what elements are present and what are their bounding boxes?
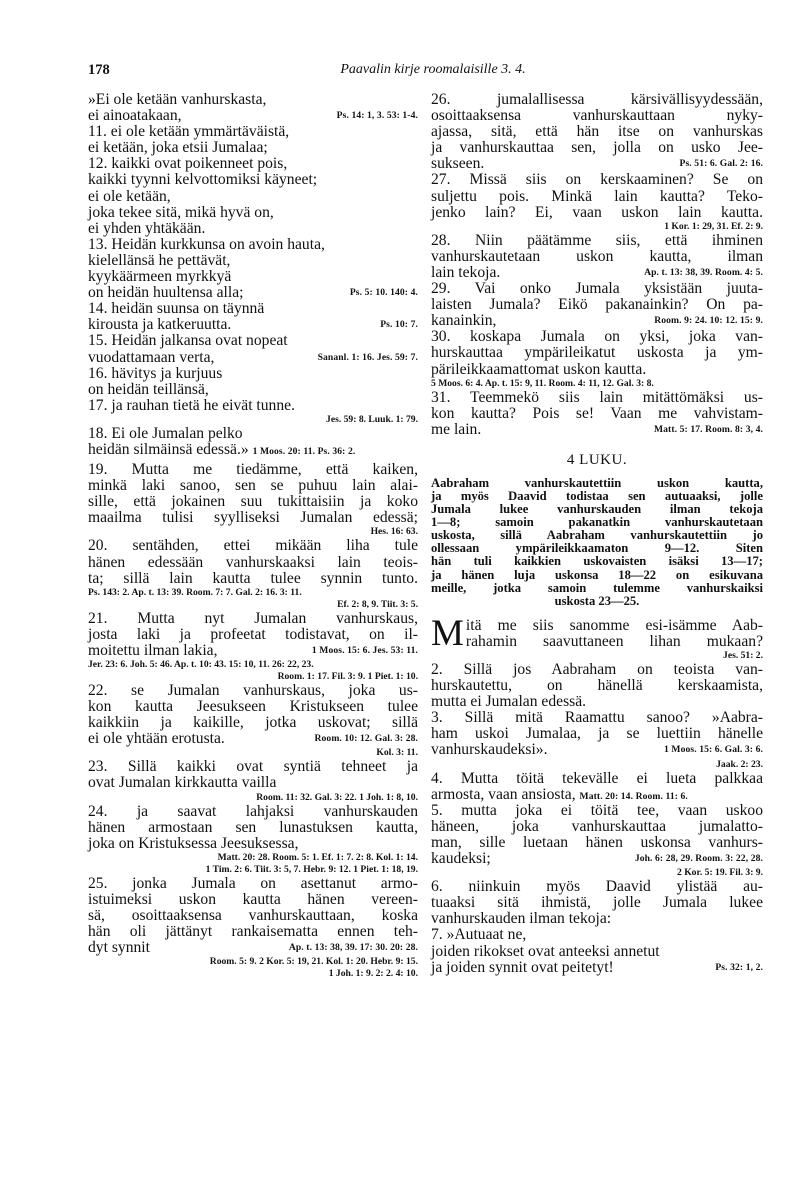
verse-line: kirousta ja katkeruutta. Ps. 10: 7. — [88, 316, 418, 334]
verse-line: kaudeksi; Joh. 6: 28, 29. Room. 3: 22, 28. — [431, 850, 763, 868]
summary-line: 1—8; samoin pakanatkin vanhurskautetaan — [431, 515, 763, 530]
verse-line: ei ketään, joka etsii Jumalaa; — [88, 139, 268, 157]
verse-line: suljettu pois. Minkä lain kautta? Teko- — [431, 187, 763, 205]
verse-2: 2. Sillä jos Aabraham on teoista van- — [431, 661, 763, 678]
verse-24: 24. ja saavat lahjaksi vanhurskauden — [88, 802, 418, 820]
verse-reference: 1 Kor. 1: 29, 31. Ef. 2: 9. — [664, 220, 763, 232]
chapter-4-verse-1 — [431, 612, 763, 654]
verse-10-line: ei ainoatakaan, Ps. 14: 1, 3. 53: 1-4. — [88, 107, 418, 125]
verse-line: kaikkiin ja kaikille, jotka uskovat; sillä — [88, 714, 418, 732]
verse-reference: 1 Tim. 2: 6. Tiit. 3: 5, 7. Hebr. 9: 12. 1 Piet. 1: 18, 19. — [205, 863, 418, 875]
chapter-heading: 4 LUKU. — [566, 451, 628, 468]
verse-reference: Room. 5: 9. 2 Kor. 5: 19, 21. Kol. 1: 20. Hebr. 9: 15. — [209, 956, 418, 968]
verse-6: 6. niinkuin myös Daavid ylistää au- — [431, 878, 763, 896]
verse-line: ja joiden synnit ovat peitetyt! Ps. 32: 1, 2. — [431, 958, 763, 976]
verse-25: 25. jonka Jumala on asettanut armo- — [88, 874, 418, 892]
verse-line: on heidän teillänsä, — [88, 380, 209, 398]
verse-line: armosta, vaan ansiosta, Matt. 20: 14. Room. 11: 6. — [431, 785, 688, 803]
verse-reference: Ap. t. 13: 38, 39. Room. 4: 5. — [644, 266, 763, 278]
verse-line: tuaaksi sitä ihmistä, jolle Jumala lukee — [431, 894, 763, 912]
verse-line: sukseen. Ps. 51: 6. Gal. 2: 16. — [431, 155, 763, 173]
verse-reference: Ef. 2: 8, 9. Tiit. 3: 5. — [337, 598, 418, 610]
verse-line: joiden rikokset ovat anteeksi annetut — [431, 942, 660, 960]
verse-reference: Hes. 16: 63. — [370, 526, 418, 538]
verse-3: 3. Sillä mitä Raamattu sanoo? »Aabra- — [431, 709, 763, 727]
verse-reference: 1 Moos. 15: 6. Jes. 53: 11. — [311, 644, 418, 656]
verse-line: kielellänsä he pettävät, — [88, 251, 231, 269]
verse-reference: Ps. 10: 7. — [380, 319, 418, 331]
verse-line: moitettu ilman lakia, 1 Moos. 15: 6. Jes. 53: 11. — [88, 641, 418, 659]
verse-14: 14. heidän suunsa on täynnä — [88, 300, 265, 318]
verse-30: 30. koskapa Jumala on yksi, joka van- — [431, 328, 763, 346]
verse-line: itä me siis sanomme esi-isämme Aab- — [465, 616, 763, 634]
verse-reference: Jaak. 2: 23. — [716, 758, 763, 770]
verse-line: on heidän huultensa alla; Ps. 5: 10. 140: 4. — [88, 284, 418, 302]
verse-reference: Ps. 5: 10. 140: 4. — [349, 287, 418, 299]
verse-18: 18. Ei ole Jumalan pelko — [88, 424, 243, 442]
verse-line: osoittaaksensa vanhurskauttaan nyky- — [431, 107, 763, 125]
verse-line: maailma tulisi syylliseksi Jumalan edessä; — [88, 509, 418, 527]
verse-7: 7. »Autuaat ne, — [431, 926, 527, 944]
verse-line: hänen armostaan sen lunastuksen kautta, — [88, 818, 418, 836]
verse-5: 5. mutta joka ei töitä tee, vaan uskoo — [431, 801, 763, 819]
verse-line: vuodattamaan verta, Sananl. 1: 16. Jes. 59: 7. — [88, 348, 418, 366]
verse-reference: Room. 9: 24. 10: 12. 15: 9. — [654, 315, 763, 327]
verse-31: 31. Teemmekö siis lain mitättömäksi us- — [431, 388, 763, 406]
summary-line: uskosta, sillä Aabraham vanhurskautettiin jo — [431, 528, 763, 543]
verse-reference: Sananl. 1: 16. Jes. 59: 7. — [317, 351, 418, 363]
verse-reference: Kol. 3: 11. — [376, 747, 418, 759]
verse-line: hurskauttaa ympärileikatut uskosta ja ym- — [431, 344, 763, 362]
verse-23: 23. Sillä kaikki ovat syntiä tehneet ja — [88, 758, 418, 776]
verse-line: hurskautettu, on hänellä kerskaamista, — [431, 677, 763, 695]
verse-21: 21. Mutta nyt Jumalan vanhurskaus, — [88, 609, 418, 627]
verse-reference: Matt. 20: 14. Room. 11: 6. — [579, 790, 688, 802]
verse-20: 20. sentähden, ettei mikään liha tule — [88, 537, 418, 555]
verse-22: 22. se Jumalan vanhurskaus, joka us- — [88, 682, 418, 699]
verse-line: rahamin saavuttaneen lihan mukaan? — [465, 632, 763, 650]
summary-line: meille, jotka samoin tulemme vanhurskaiksi — [431, 580, 763, 595]
verse-line: ham uskoi Jumalaa, ja se luettiin hänelle — [431, 725, 763, 743]
verse-reference: 2 Kor. 5: 19. Fil. 3: 9. — [677, 867, 763, 879]
verse-reference: 1 Moos. 15: 6. Gal. 3: 6. — [664, 744, 763, 756]
summary-line: uskosta 23—25. — [554, 593, 640, 608]
chapter-summary — [431, 477, 763, 608]
verse-line: ja vanhurskauttaa sen, jolla on usko Jee- — [431, 139, 763, 157]
verse-line: kon kautta? Pois se! Vaan me vahvistam- — [431, 404, 763, 422]
verse-reference: 5 Moos. 6: 4. Ap. t. 15: 9, 11. Room. 4: 11, 12. Gal. 3: 8. — [431, 377, 654, 389]
verse-line: ei yhden yhtäkään. — [88, 219, 206, 237]
verse-27: 27. Missä siis on kerskaaminen? Se on — [431, 171, 763, 189]
verse-line: häneen, joka vanhurskauttaa jumalatto- — [431, 817, 763, 835]
verse-line: kaikki tyynni kelvottomiksi käyneet; — [88, 171, 318, 189]
verse-19: 19. Mutta me tiedämme, että kaiken, — [88, 461, 418, 479]
page-number: 178 — [88, 62, 110, 78]
verse-line: kyykäärmeen myrkkyä — [88, 268, 232, 286]
summary-line: ja hänen luja uskonsa 18—22 on esikuvana — [431, 567, 763, 582]
summary-line: Jumala lukee vanhurskauden ilman tekoja — [431, 502, 763, 517]
verse-17: 17. ja rauhan tietä he eivät tunne. — [88, 396, 295, 414]
verse-reference: Matt. 20: 28. Room. 5: 1. Ef. 1: 7. 2: 8. Kol. 1: 14. — [217, 851, 418, 863]
verse-line: kon kautta Jeesukseen Kristukseen tulee — [88, 698, 418, 716]
verse-reference: 1 Moos. 20: 11. Ps. 36: 2. — [252, 445, 356, 457]
summary-line: ja myös Daavid todistaa sen autuaaksi, jolle — [431, 488, 763, 503]
verse-12: 12. kaikki ovat poikenneet pois, — [88, 155, 288, 173]
verse-line: vanhurskaudeksi». 1 Moos. 15: 6. Gal. 3: 6. — [431, 741, 763, 759]
verse-line: mutta ei Jumalan edessä. — [431, 693, 587, 711]
verse-line: ei ole ketään, — [88, 187, 171, 205]
summary-line: ollessaan ympärileikkaamaton 9—12. Siten — [431, 541, 763, 556]
verse-line: ajassa, sitä, että hän itse on vanhurskas — [431, 123, 763, 141]
verse-reference: 1 Joh. 1: 9. 2: 2. 4: 10. — [328, 968, 418, 980]
verse-16: 16. hävitys ja kurjuus — [88, 364, 223, 382]
summary-line: hän tuli kaikkien uskovaisten isäksi 13—17; — [431, 554, 763, 569]
verse-line: vanhurskautetaan uskon kautta, ilman — [431, 247, 763, 265]
verse-line: ovat Jumalan kirkkautta vailla — [88, 774, 277, 792]
verse-line: dyt synnit Ap. t. 13: 38, 39. 17: 30. 20: 28. — [88, 939, 418, 957]
verse-line: laisten Jumala? Eikö pakanainkin? On pa- — [431, 296, 763, 314]
verse-line: lain tekoja. Ap. t. 13: 38, 39. Room. 4: 5. — [431, 263, 763, 281]
verse-reference: Ap. t. 13: 38, 39. 17: 30. 20: 28. — [288, 942, 418, 954]
drop-cap: M — [431, 612, 464, 654]
verse-line: minkä laki sanoo, sen se puhuu lain alai- — [88, 477, 418, 495]
verse-reference: Jes. 59: 8. Luuk. 1: 79. — [326, 413, 418, 425]
verse-reference: Matt. 5: 17. Room. 8: 3, 4. — [653, 423, 763, 435]
left-column — [88, 92, 418, 980]
verse-line: joka tekee sitä, mikä hyvä on, — [88, 203, 274, 221]
running-title: Paavalin kirje roomalaisille 3. 4. — [340, 62, 526, 77]
verse-reference: Jer. 23: 6. Joh. 5: 46. Ap. t. 10: 43. 15: 10, 11. 26: 22, 23. — [88, 659, 314, 670]
verse-line: istuimeksi uskon kautta hänen vereen- — [88, 890, 418, 908]
verse-line: sä, osoittaaksensa vanhurskauttaan, koska — [88, 907, 418, 925]
verse-reference: Ps. 51: 6. Gal. 2: 16. — [679, 158, 763, 170]
verse-line: vanhurskauden ilman tekoja: — [431, 910, 612, 928]
verse-4: 4. Mutta töitä tekevälle ei lueta palkkaa — [431, 769, 763, 787]
verse-line: me lain. Matt. 5: 17. Room. 8: 3, 4. — [431, 420, 763, 438]
verse-11: 11. ei ole ketään ymmärtäväistä, — [88, 123, 290, 141]
verse-line: ta; sillä lain kautta tulee synnin tunto. — [88, 569, 418, 587]
right-column — [431, 92, 763, 976]
verse-reference: Jes. 51: 2. — [723, 650, 763, 661]
verse-line: josta laki ja profeetat todistavat, on il- — [88, 625, 418, 643]
verse-line: kanainkin, Room. 9: 24. 10: 12. 15: 9. — [431, 312, 763, 330]
verse-line: hän oli jättänyt rankaisematta ennen teh- — [88, 923, 418, 941]
verse-line: sille, että jokainen suu tukittaisiin ja koko — [88, 493, 418, 511]
page-header — [88, 62, 778, 82]
verse-26: 26. jumalallisessa kärsivällisyydessään, — [431, 91, 763, 108]
verse-13: 13. Heidän kurkkunsa on avoin hauta, — [88, 235, 325, 253]
verse-line: man, sille luetaan hänen uskonsa vanhurs- — [431, 833, 763, 851]
verse-reference: Room. 11: 32. Gal. 3: 22. 1 Joh. 1: 8, 10. — [256, 791, 418, 803]
verse-reference: Room. 10: 12. Gal. 3: 28. — [314, 733, 418, 745]
verse-reference: Ps. 14: 1, 3. 53: 1-4. — [336, 110, 418, 122]
verse-line: ei ole yhtään erotusta. Room. 10: 12. Gal. 3: 28. — [88, 730, 418, 748]
verse-line: hänen edessään vanhurskaaksi lain teois- — [88, 553, 418, 571]
verse-line: heidän silmäinsä edessä.» 1 Moos. 20: 11. Ps. 36: 2. — [88, 440, 356, 458]
verse-28: 28. Niin päätämme siis, että ihminen — [431, 231, 763, 249]
verse-reference: Room. 1: 17. Fil. 3: 9. 1 Piet. 1: 10. — [277, 671, 418, 682]
verse-reference: Ps. 143: 2. Ap. t. 13: 39. Room. 7: 7. Gal. 2: 16. 3: 11. — [88, 586, 302, 598]
verse-15: 15. Heidän jalkansa ovat nopeat — [88, 332, 288, 350]
verse-reference: Joh. 6: 28, 29. Room. 3: 22, 28. — [634, 853, 763, 865]
verse-10: »Ei ole ketään vanhurskasta, — [88, 91, 267, 108]
verse-reference: Ps. 32: 1, 2. — [715, 961, 763, 973]
summary-line: Aabraham vanhurskautettiin uskon kautta, — [431, 475, 763, 490]
verse-line: joka on Kristuksessa Jeesuksessa, — [88, 834, 299, 852]
verse-line: pärileikkaamattomat uskon kautta. — [431, 360, 647, 378]
verse-line: jenko lain? Ei, vaan uskon lain kautta. — [431, 203, 763, 221]
verse-29: 29. Vai onko Jumala yksistään juuta- — [431, 280, 763, 298]
